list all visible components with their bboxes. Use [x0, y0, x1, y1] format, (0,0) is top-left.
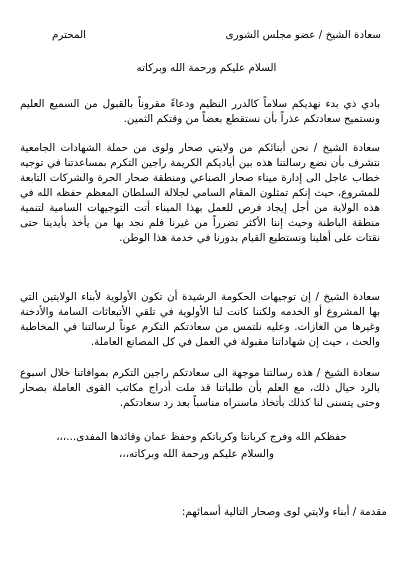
- intro-paragraph: بادي ذي بدء نهديكم سلاماً كالدرر النظيم ودعاءً مقروناً بالقبول من السميع العليم ونستميح سعادتكم عذراً بأن نستقطع بعضاً من وقتكم الثمين.: [20, 98, 380, 125]
- greeting-line: السلام عليكم ورحمة الله وبركاته: [136, 62, 277, 74]
- closing-prayer: حفظكم الله وفرج كربانتا وكرباتكم وحفظ عمان وقائدها المفدى...،،،: [56, 431, 347, 443]
- directives-paragraph: سعادة الشيخ / إن توجيهات الحكومة الرشيدة أن تكون الأولوية لأبناء الولايتين التي بها المشروع أو الخدمه ولكننا كانت لنا الأولوية في تلقي الأتبعاثات السامة والأدخنة وغيرها من الغازات. وعليه نلتمس من سعادتكم التكرم عوناً لرسالتنا في المخاطبة والحث ، حيث إن شهاداتنا مقبولة في العمل في كل المصانع العاملة.: [20, 291, 380, 348]
- followup-paragraph: سعادة الشيخ / هذه رسالتنا موجهة الى سعادتكم راجين التكرم بموافاتنا خلال اسبوع بالرد حيال ذلك، مع العلم بأن طلباتنا قد ملت أدراج مكاتب القوى العاملة بصحار وحتى يتسنى لنا كذلك بأتخاذ ماسنراه مناسباً بعد رد سعادتكم.: [20, 367, 380, 409]
- request-paragraph: سعادة الشيخ / نحن أبنائكم من ولايتي صحار ولوى من حملة الشهادات الجامعية نتشرف بأن نضع رسالتنا هذه بين أياديكم الكريمة راجين التكرم بمساعدتنا في توجيه خطاب عاجل الى إدارة ميناء صحار الصناعي ومنطقة صحار الحرة والشركات التابعة للمشروع، حيث إنكم تمثلون المقام السامي لجلالة السلطان المعظم حفظه الله في هذه الولاية من أجل إيجاد فرص للعمل بهذا الميناء أتت التوجيهات السامية لتنمية منطقة الباطنة وحيث إننا الأكثر تضرراً من غيرنا فلم نجد بها من يأخذ بأيدينا حتى نقتات على أهلينا ونستطيع القيام بدورنا في خدمة هذا الوطن.: [20, 142, 380, 244]
- honorific-title: المحترم: [52, 29, 87, 41]
- letter-header: [52, 28, 381, 43]
- closing-salutation: والسلام عليكم ورحمة الله وبركاته،،،: [119, 448, 274, 460]
- signature-line: مقدمة / أبناء ولايتي لوى وصحار التالية أسمائهم:: [181, 506, 387, 518]
- addressee-line: سعادة الشيخ / عضو مجلس الشورى: [225, 29, 381, 41]
